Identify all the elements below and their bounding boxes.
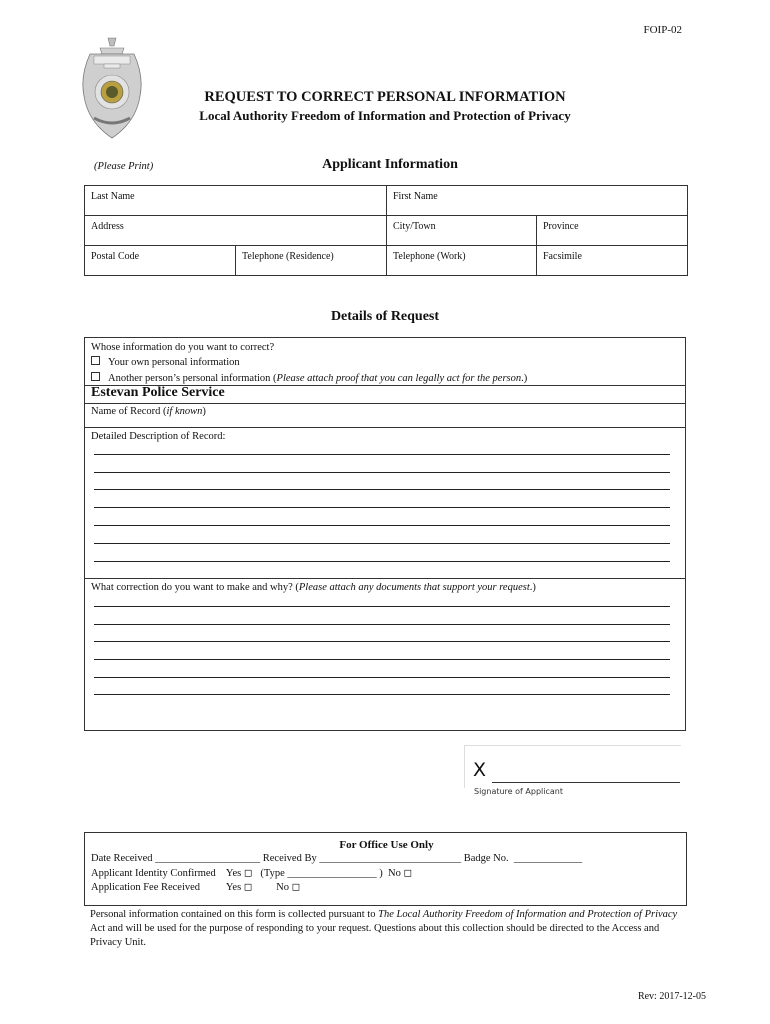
correction-writing-line[interactable] <box>94 606 670 607</box>
police-badge-logo <box>78 36 146 140</box>
checkbox-icon[interactable] <box>91 356 100 365</box>
province-field[interactable] <box>537 216 688 246</box>
address-label: Address <box>91 221 124 232</box>
checkbox-icon[interactable] <box>91 372 100 381</box>
facsimile-field[interactable] <box>537 246 688 276</box>
office-row-fee-received: Application Fee Received Yes ◻ No ◻ <box>91 882 301 893</box>
first-name-field[interactable] <box>387 186 688 216</box>
privacy-act-name: The Local Authority Freedom of Information and Protection of Privacy <box>378 909 678 920</box>
option-own-information[interactable] <box>91 356 240 368</box>
telephone-work-label: Telephone (Work) <box>393 251 466 262</box>
city-town-field[interactable] <box>387 216 537 246</box>
signature-x-mark: X <box>473 759 487 781</box>
correction-writing-line[interactable] <box>94 641 670 642</box>
telephone-residence-field[interactable] <box>236 246 387 276</box>
signature-line[interactable] <box>492 782 680 783</box>
option-other-person-information[interactable] <box>91 372 527 384</box>
applicant-information-table <box>84 185 688 276</box>
correction-writing-line[interactable] <box>94 677 670 678</box>
option-other-note: Please attach proof that you can legally act for the person <box>276 373 522 384</box>
privacy-notice-text-end: Act and will be used for the purpose of responding to your request. Questions about this collection should be directed to the Access and Privacy Unit. <box>90 923 660 948</box>
correction-writing-line[interactable] <box>94 659 670 660</box>
description-writing-line[interactable] <box>94 561 670 562</box>
postal-code-label: Postal Code <box>91 251 140 262</box>
divider <box>85 403 685 404</box>
authority-name: Estevan Police Service <box>91 385 225 400</box>
revision-date: Rev: 2017-12-05 <box>637 991 706 1002</box>
office-row-identity-confirmed: Applicant Identity Confirmed Yes ◻ (Type _________________ ) No ◻ <box>91 868 413 879</box>
correction-writing-line[interactable] <box>94 624 670 625</box>
form-subtitle: Local Authority Freedom of Information and Protection of Privacy <box>199 108 571 123</box>
divider <box>85 578 685 579</box>
province-label: Province <box>543 221 579 232</box>
description-writing-line[interactable] <box>94 525 670 526</box>
city-town-label: City/Town <box>393 221 436 232</box>
telephone-work-field[interactable] <box>387 246 537 276</box>
description-writing-line[interactable] <box>94 472 670 473</box>
description-label: Detailed Description of Record: <box>91 431 226 442</box>
record-name-note: if known <box>166 406 203 417</box>
address-field[interactable] <box>85 216 387 246</box>
request-details-box <box>84 337 686 731</box>
privacy-notice-text: Personal information contained on this form is collected pursuant to <box>90 909 379 920</box>
whose-information-question: Whose information do you want to correct? <box>91 342 275 353</box>
record-name-label: Name of Record ( <box>91 406 167 417</box>
privacy-notice <box>90 908 682 950</box>
signature-label: Signature of Applicant <box>474 787 563 796</box>
record-name-end: ) <box>202 406 206 417</box>
description-writing-line[interactable] <box>94 543 670 544</box>
correction-label <box>91 582 536 593</box>
form-title: REQUEST TO CORRECT PERSONAL INFORMATION <box>204 89 566 105</box>
description-writing-line[interactable] <box>94 507 670 508</box>
record-name-field[interactable] <box>91 406 206 417</box>
office-use-title: For Office Use Only <box>339 839 434 851</box>
office-use-box <box>84 832 687 906</box>
office-row-date-received: Date Received ____________________ Received By ___________________________ Badge No. _____________ <box>91 853 583 864</box>
applicant-information-heading: Applicant Information <box>322 157 458 172</box>
divider <box>85 427 685 428</box>
last-name-field[interactable] <box>85 186 387 216</box>
please-print-note: (Please Print) <box>94 161 154 172</box>
details-of-request-heading: Details of Request <box>330 309 440 324</box>
option-own-label: Your own personal information <box>108 357 240 368</box>
telephone-residence-label: Telephone (Residence) <box>242 251 334 262</box>
option-other-end: .) <box>521 373 528 384</box>
correction-end: .) <box>529 582 536 593</box>
correction-note: Please attach any documents that support your request <box>298 582 530 593</box>
postal-code-field[interactable] <box>85 246 236 276</box>
option-other-label: Another person’s personal information ( <box>108 373 277 384</box>
description-writing-line[interactable] <box>94 489 670 490</box>
description-writing-line[interactable] <box>94 454 670 455</box>
first-name-label: First Name <box>393 191 438 202</box>
correction-question: What correction do you want to make and why? ( <box>91 582 299 593</box>
correction-writing-line[interactable] <box>94 694 670 695</box>
facsimile-label: Facsimile <box>543 251 582 262</box>
last-name-label: Last Name <box>91 191 135 202</box>
form-id: FOIP-02 <box>643 24 682 36</box>
